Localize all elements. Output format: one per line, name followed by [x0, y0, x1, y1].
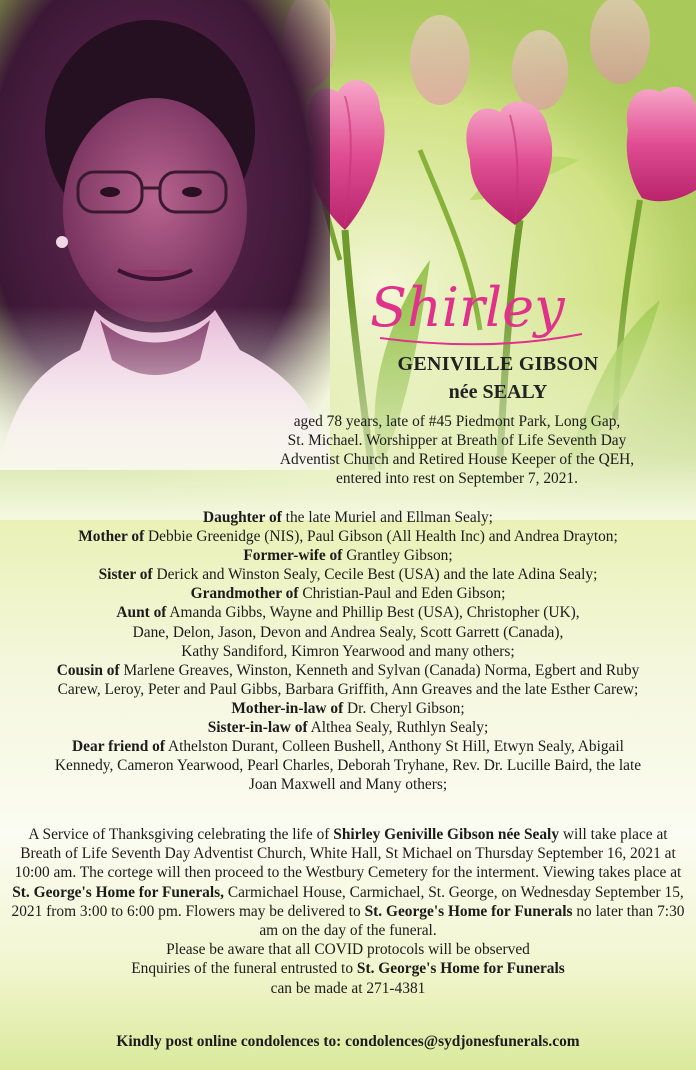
relation-label: Grandmother of — [190, 585, 299, 603]
relation-names: Althea Sealy, Ruthlyn Sealy; — [307, 719, 489, 737]
relation-label: Cousin of — [56, 661, 120, 679]
relation-label: Aunt of — [116, 604, 167, 622]
family-entry — [14, 737, 682, 794]
family-entry — [14, 699, 682, 718]
service-text: no later than 7:30 am on the day of the funeral. — [259, 902, 685, 940]
relation-names: Dr. Cheryl Gibson; — [343, 699, 465, 717]
family-entry — [14, 718, 682, 737]
full-name-bold: Shirley Geniville Gibson née Sealy — [333, 826, 560, 843]
enquiries-line — [10, 959, 686, 978]
relation-names: Derick and Winston Sealy, Cecile Best (USA) and the late Adina Sealy; — [152, 566, 598, 584]
funeral-home-bold: St. George's Home for Funerals — [364, 902, 573, 920]
maiden-name: née SEALY — [448, 381, 548, 403]
service-text: will take place at Breath of Life Seventh Day Adventist Church, White Hall, St Michael on Thursday September 16, 2021 at 10:00 am. The cortege will then proceed to the Westbury Cemetery for the interment. Viewing takes place at — [14, 826, 682, 882]
family-entry — [14, 546, 682, 565]
service-paragraph — [10, 825, 686, 940]
first-name-script — [360, 268, 590, 358]
family-entry — [14, 603, 682, 660]
covid-notice: Please be aware that all COVID protocols will be observed — [166, 941, 530, 959]
relation-label: Former-wife of — [243, 547, 343, 565]
relation-names: Debbie Greenidge (NIS), Paul Gibson (All Health Inc) and Andrea Drayton; — [144, 528, 618, 546]
relation-label: Dear friend of — [72, 738, 165, 756]
relation-label: Mother-in-law of — [231, 699, 344, 717]
family-list — [14, 508, 682, 794]
relation-names: Christian-Paul and Eden Gibson; — [298, 585, 506, 603]
intro-line: St. Michael. Worshipper at Breath of Life Seventh Day — [287, 432, 627, 449]
relation-names: Joan Maxwell and Many others; — [248, 776, 448, 794]
relation-names: Athelston Durant, Colleen Bushell, Anthony St Hill, Etwyn Sealy, Abigail — [164, 738, 624, 756]
svg-text:Shirley: Shirley — [370, 276, 565, 339]
service-text: Carmichael House, Carmichael, St. George, on Wednesday September 15, 2021 from 3:00 to 6:00 pm. Flowers may be delivered to — [11, 883, 684, 920]
relation-label: Mother of — [78, 528, 145, 546]
intro-paragraph — [262, 412, 652, 488]
family-entry — [14, 565, 682, 584]
service-text: A Service of Thanksgiving celebrating the life of — [28, 826, 334, 843]
service-text: Enquiries of the funeral entrusted to — [131, 960, 357, 978]
middle-last-name: GENIVILLE GIBSON — [397, 353, 599, 375]
intro-line: entered into rest on September 7, 2021. — [336, 470, 578, 487]
relation-names: Grantley Gibson; — [342, 547, 453, 565]
intro-line: Adventist Church and Retired House Keeper of the QEH, — [279, 451, 635, 468]
funeral-home-bold: St. George's Home for Funerals, — [12, 883, 224, 901]
relation-names: Kennedy, Cameron Yearwood, Pearl Charles, Deborah Tryhane, Rev. Dr. Lucille Baird, the late — [54, 757, 642, 775]
funeral-home-bold: St. George's Home for Funerals — [356, 960, 565, 978]
relation-names: Kathy Sandiford, Kimron Yearwood and many others; — [181, 642, 515, 660]
family-entry — [14, 584, 682, 603]
service-details — [10, 825, 686, 998]
relation-label: Sister-in-law of — [207, 719, 308, 737]
relation-label: Sister of — [98, 566, 153, 584]
family-entry — [14, 527, 682, 546]
relation-names: the late Muriel and Ellman Sealy; — [281, 509, 493, 526]
intro-line: aged 78 years, late of #45 Piedmont Park, Long Gap, — [293, 413, 621, 430]
phone-line: can be made at 271-4381 — [270, 979, 426, 997]
relation-names: Amanda Gibbs, Wayne and Phillip Best (USA), Christopher (UK), — [166, 604, 580, 622]
family-entry — [14, 661, 682, 699]
relation-label: Daughter of — [203, 509, 282, 526]
condolences-footer: Kindly post online condolences to: condolences@sydjonesfunerals.com — [116, 1033, 580, 1050]
relation-names: Carew, Leroy, Peter and Paul Gibbs, Barbara Griffith, Ann Greaves and the late Esther Carew; — [57, 680, 639, 698]
portrait-photo — [0, 0, 330, 470]
relation-names: Marlene Greaves, Winston, Kenneth and Sylvan (Canada) Norma, Egbert and Ruby — [119, 661, 640, 679]
relation-names: Dane, Delon, Jason, Devon and Andrea Sealy, Scott Garrett (Canada), — [132, 623, 564, 641]
family-entry — [14, 508, 682, 527]
